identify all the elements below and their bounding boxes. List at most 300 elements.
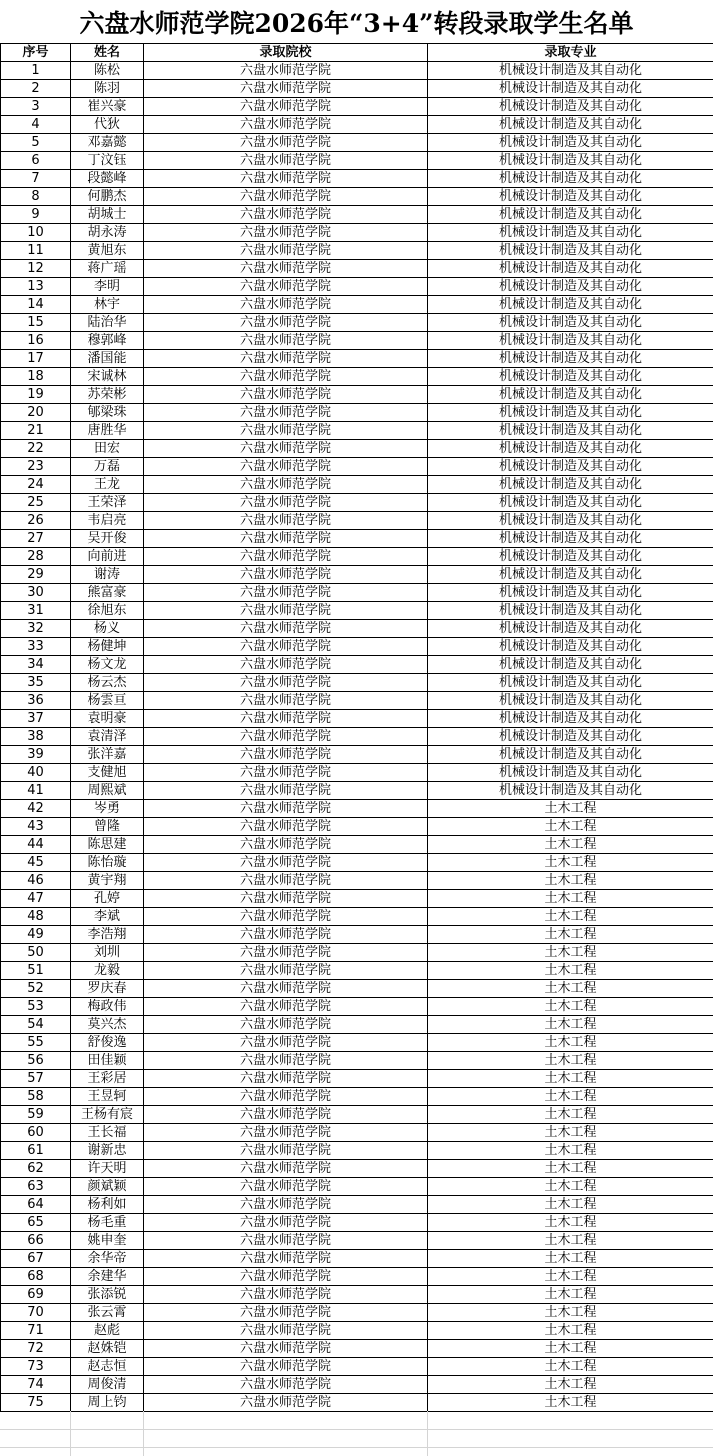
header-major: 录取专业	[428, 44, 713, 62]
cell-no: 73	[1, 1358, 71, 1376]
cell-major: 机械设计制造及其自动化	[428, 350, 713, 368]
cell-school: 六盘水师范学院	[144, 1286, 428, 1304]
gridline	[70, 1411, 71, 1456]
cell-name: 张洋嘉	[71, 746, 144, 764]
cell-school: 六盘水师范学院	[144, 296, 428, 314]
cell-no: 61	[1, 1142, 71, 1160]
cell-major: 机械设计制造及其自动化	[428, 170, 713, 188]
cell-school: 六盘水师范学院	[144, 1232, 428, 1250]
cell-no: 69	[1, 1286, 71, 1304]
table-row	[1, 476, 713, 494]
cell-no: 5	[1, 134, 71, 152]
table-row	[1, 1124, 713, 1142]
cell-major: 土木工程	[428, 890, 713, 908]
cell-name: 徐旭东	[71, 602, 144, 620]
table-row	[1, 908, 713, 926]
table-row	[1, 458, 713, 476]
cell-name: 丁汶钰	[71, 152, 144, 170]
table-row	[1, 800, 713, 818]
table-row	[1, 962, 713, 980]
table-row	[1, 440, 713, 458]
table-row	[1, 1160, 713, 1178]
cell-no: 63	[1, 1178, 71, 1196]
cell-name: 黄旭东	[71, 242, 144, 260]
cell-name: 许天明	[71, 1160, 144, 1178]
cell-name: 陈怡璇	[71, 854, 144, 872]
table-row	[1, 782, 713, 800]
cell-name: 杨雲亘	[71, 692, 144, 710]
cell-name: 王昱轲	[71, 1088, 144, 1106]
cell-name: 李明	[71, 278, 144, 296]
cell-major: 土木工程	[428, 1250, 713, 1268]
cell-name: 余建华	[71, 1268, 144, 1286]
cell-major: 土木工程	[428, 836, 713, 854]
cell-major: 机械设计制造及其自动化	[428, 224, 713, 242]
cell-name: 谢涛	[71, 566, 144, 584]
cell-major: 机械设计制造及其自动化	[428, 710, 713, 728]
cell-name: 苏荣彬	[71, 386, 144, 404]
cell-name: 陆治华	[71, 314, 144, 332]
cell-major: 机械设计制造及其自动化	[428, 530, 713, 548]
cell-school: 六盘水师范学院	[144, 422, 428, 440]
table-row	[1, 1106, 713, 1124]
table-row	[1, 944, 713, 962]
table-row	[1, 134, 713, 152]
table-row	[1, 1358, 713, 1376]
cell-no: 19	[1, 386, 71, 404]
cell-major: 机械设计制造及其自动化	[428, 674, 713, 692]
cell-name: 杨文龙	[71, 656, 144, 674]
gridline	[427, 1411, 428, 1456]
cell-major: 土木工程	[428, 962, 713, 980]
cell-major: 土木工程	[428, 1016, 713, 1034]
cell-school: 六盘水师范学院	[144, 1052, 428, 1070]
cell-name: 向前进	[71, 548, 144, 566]
cell-school: 六盘水师范学院	[144, 1070, 428, 1088]
cell-school: 六盘水师范学院	[144, 1250, 428, 1268]
cell-no: 41	[1, 782, 71, 800]
cell-school: 六盘水师范学院	[144, 1160, 428, 1178]
cell-name: 孔婷	[71, 890, 144, 908]
cell-major: 机械设计制造及其自动化	[428, 98, 713, 116]
cell-school: 六盘水师范学院	[144, 1322, 428, 1340]
cell-name: 蒋广瑶	[71, 260, 144, 278]
cell-no: 37	[1, 710, 71, 728]
cell-school: 六盘水师范学院	[144, 116, 428, 134]
cell-no: 64	[1, 1196, 71, 1214]
cell-name: 王龙	[71, 476, 144, 494]
cell-no: 57	[1, 1070, 71, 1088]
table-row	[1, 98, 713, 116]
cell-school: 六盘水师范学院	[144, 1142, 428, 1160]
cell-name: 姚申奎	[71, 1232, 144, 1250]
cell-no: 74	[1, 1376, 71, 1394]
table-row	[1, 1034, 713, 1052]
cell-no: 25	[1, 494, 71, 512]
gridline	[0, 1429, 713, 1430]
cell-major: 机械设计制造及其自动化	[428, 764, 713, 782]
cell-name: 韦启亮	[71, 512, 144, 530]
cell-no: 34	[1, 656, 71, 674]
cell-major: 土木工程	[428, 908, 713, 926]
cell-major: 土木工程	[428, 1232, 713, 1250]
cell-name: 岑勇	[71, 800, 144, 818]
cell-major: 机械设计制造及其自动化	[428, 548, 713, 566]
cell-school: 六盘水师范学院	[144, 692, 428, 710]
cell-school: 六盘水师范学院	[144, 944, 428, 962]
cell-school: 六盘水师范学院	[144, 1016, 428, 1034]
cell-major: 土木工程	[428, 800, 713, 818]
table-row	[1, 368, 713, 386]
cell-name: 田宏	[71, 440, 144, 458]
cell-major: 土木工程	[428, 872, 713, 890]
cell-name: 赵彪	[71, 1322, 144, 1340]
cell-no: 35	[1, 674, 71, 692]
cell-name: 赵姝铠	[71, 1340, 144, 1358]
table-row	[1, 314, 713, 332]
cell-major: 土木工程	[428, 1034, 713, 1052]
cell-name: 杨义	[71, 620, 144, 638]
cell-no: 29	[1, 566, 71, 584]
header-name: 姓名	[71, 44, 144, 62]
gridline	[143, 1411, 144, 1456]
cell-no: 23	[1, 458, 71, 476]
cell-school: 六盘水师范学院	[144, 998, 428, 1016]
cell-school: 六盘水师范学院	[144, 890, 428, 908]
table-row	[1, 494, 713, 512]
cell-name: 陈思建	[71, 836, 144, 854]
cell-no: 75	[1, 1394, 71, 1412]
table-row	[1, 1340, 713, 1358]
cell-no: 68	[1, 1268, 71, 1286]
cell-major: 土木工程	[428, 1322, 713, 1340]
cell-school: 六盘水师范学院	[144, 458, 428, 476]
cell-name: 吴开俊	[71, 530, 144, 548]
cell-school: 六盘水师范学院	[144, 404, 428, 422]
cell-name: 周上钧	[71, 1394, 144, 1412]
cell-no: 31	[1, 602, 71, 620]
cell-school: 六盘水师范学院	[144, 512, 428, 530]
cell-name: 宋诚林	[71, 368, 144, 386]
table-row	[1, 548, 713, 566]
cell-major: 土木工程	[428, 818, 713, 836]
cell-major: 土木工程	[428, 1178, 713, 1196]
cell-major: 机械设计制造及其自动化	[428, 116, 713, 134]
cell-school: 六盘水师范学院	[144, 332, 428, 350]
cell-major: 土木工程	[428, 1160, 713, 1178]
table-row	[1, 242, 713, 260]
cell-school: 六盘水师范学院	[144, 782, 428, 800]
cell-name: 黄宇翔	[71, 872, 144, 890]
table-row	[1, 1178, 713, 1196]
cell-school: 六盘水师范学院	[144, 494, 428, 512]
cell-no: 15	[1, 314, 71, 332]
cell-name: 田佳颖	[71, 1052, 144, 1070]
cell-name: 罗庆春	[71, 980, 144, 998]
cell-no: 7	[1, 170, 71, 188]
cell-school: 六盘水师范学院	[144, 926, 428, 944]
cell-no: 59	[1, 1106, 71, 1124]
table-row	[1, 1214, 713, 1232]
cell-no: 4	[1, 116, 71, 134]
cell-major: 土木工程	[428, 1376, 713, 1394]
table-row	[1, 620, 713, 638]
cell-major: 土木工程	[428, 1106, 713, 1124]
cell-no: 3	[1, 98, 71, 116]
cell-no: 26	[1, 512, 71, 530]
cell-name: 杨云杰	[71, 674, 144, 692]
cell-major: 机械设计制造及其自动化	[428, 134, 713, 152]
cell-no: 70	[1, 1304, 71, 1322]
page-title: 六盘水师范学院2026年“3+4”转段录取学生名单	[79, 8, 634, 38]
cell-name: 余华帝	[71, 1250, 144, 1268]
cell-major: 机械设计制造及其自动化	[428, 620, 713, 638]
cell-school: 六盘水师范学院	[144, 854, 428, 872]
cell-school: 六盘水师范学院	[144, 134, 428, 152]
cell-school: 六盘水师范学院	[144, 1394, 428, 1412]
table-row	[1, 1268, 713, 1286]
cell-school: 六盘水师范学院	[144, 818, 428, 836]
cell-school: 六盘水师范学院	[144, 1376, 428, 1394]
table-row	[1, 602, 713, 620]
cell-no: 48	[1, 908, 71, 926]
table-row	[1, 224, 713, 242]
table-row	[1, 1016, 713, 1034]
table-row	[1, 674, 713, 692]
table-row	[1, 404, 713, 422]
table-row	[1, 872, 713, 890]
cell-no: 14	[1, 296, 71, 314]
table-row	[1, 818, 713, 836]
cell-school: 六盘水师范学院	[144, 386, 428, 404]
table-row	[1, 764, 713, 782]
cell-school: 六盘水师范学院	[144, 188, 428, 206]
cell-school: 六盘水师范学院	[144, 872, 428, 890]
cell-no: 8	[1, 188, 71, 206]
cell-major: 机械设计制造及其自动化	[428, 332, 713, 350]
cell-no: 39	[1, 746, 71, 764]
table-row	[1, 710, 713, 728]
cell-name: 李浩翔	[71, 926, 144, 944]
cell-name: 张添锐	[71, 1286, 144, 1304]
cell-major: 机械设计制造及其自动化	[428, 512, 713, 530]
table-row	[1, 566, 713, 584]
cell-name: 李斌	[71, 908, 144, 926]
table-row	[1, 1070, 713, 1088]
cell-no: 52	[1, 980, 71, 998]
cell-major: 机械设计制造及其自动化	[428, 188, 713, 206]
cell-school: 六盘水师范学院	[144, 1088, 428, 1106]
table-row	[1, 854, 713, 872]
cell-name: 杨健坤	[71, 638, 144, 656]
cell-school: 六盘水师范学院	[144, 1304, 428, 1322]
cell-no: 2	[1, 80, 71, 98]
cell-no: 12	[1, 260, 71, 278]
cell-school: 六盘水师范学院	[144, 962, 428, 980]
table-row	[1, 1052, 713, 1070]
cell-major: 土木工程	[428, 1070, 713, 1088]
cell-major: 机械设计制造及其自动化	[428, 404, 713, 422]
cell-name: 舒俊逸	[71, 1034, 144, 1052]
cell-name: 刘圳	[71, 944, 144, 962]
cell-school: 六盘水师范学院	[144, 224, 428, 242]
cell-name: 陈羽	[71, 80, 144, 98]
cell-school: 六盘水师范学院	[144, 1340, 428, 1358]
table-row	[1, 998, 713, 1016]
cell-major: 土木工程	[428, 854, 713, 872]
cell-name: 熊富豪	[71, 584, 144, 602]
cell-name: 潘国能	[71, 350, 144, 368]
cell-school: 六盘水师范学院	[144, 1178, 428, 1196]
cell-no: 66	[1, 1232, 71, 1250]
cell-name: 段懿峰	[71, 170, 144, 188]
cell-no: 28	[1, 548, 71, 566]
table-row	[1, 1286, 713, 1304]
cell-school: 六盘水师范学院	[144, 314, 428, 332]
table-header-row	[1, 44, 713, 62]
cell-major: 机械设计制造及其自动化	[428, 692, 713, 710]
table-row	[1, 980, 713, 998]
cell-major: 机械设计制造及其自动化	[428, 782, 713, 800]
cell-school: 六盘水师范学院	[144, 1214, 428, 1232]
cell-no: 6	[1, 152, 71, 170]
cell-major: 机械设计制造及其自动化	[428, 152, 713, 170]
cell-school: 六盘水师范学院	[144, 566, 428, 584]
cell-no: 16	[1, 332, 71, 350]
table-row	[1, 1376, 713, 1394]
cell-major: 土木工程	[428, 1124, 713, 1142]
table-row	[1, 1394, 713, 1412]
cell-major: 机械设计制造及其自动化	[428, 476, 713, 494]
table-row	[1, 836, 713, 854]
cell-name: 代狄	[71, 116, 144, 134]
cell-no: 62	[1, 1160, 71, 1178]
cell-no: 67	[1, 1250, 71, 1268]
table-row	[1, 926, 713, 944]
cell-name: 万磊	[71, 458, 144, 476]
table-row	[1, 116, 713, 134]
cell-major: 机械设计制造及其自动化	[428, 242, 713, 260]
cell-name: 唐胜华	[71, 422, 144, 440]
cell-major: 机械设计制造及其自动化	[428, 314, 713, 332]
cell-name: 颜斌颖	[71, 1178, 144, 1196]
cell-name: 谢新忠	[71, 1142, 144, 1160]
cell-school: 六盘水师范学院	[144, 980, 428, 998]
cell-major: 土木工程	[428, 1052, 713, 1070]
header-no: 序号	[1, 44, 71, 62]
cell-major: 土木工程	[428, 1088, 713, 1106]
cell-school: 六盘水师范学院	[144, 674, 428, 692]
cell-name: 崔兴豪	[71, 98, 144, 116]
cell-no: 10	[1, 224, 71, 242]
table-row	[1, 188, 713, 206]
cell-major: 机械设计制造及其自动化	[428, 422, 713, 440]
cell-no: 42	[1, 800, 71, 818]
cell-no: 44	[1, 836, 71, 854]
cell-no: 58	[1, 1088, 71, 1106]
cell-name: 王杨有宸	[71, 1106, 144, 1124]
cell-school: 六盘水师范学院	[144, 368, 428, 386]
cell-name: 龙毅	[71, 962, 144, 980]
cell-major: 机械设计制造及其自动化	[428, 566, 713, 584]
cell-school: 六盘水师范学院	[144, 836, 428, 854]
cell-school: 六盘水师范学院	[144, 746, 428, 764]
cell-major: 机械设计制造及其自动化	[428, 602, 713, 620]
cell-no: 20	[1, 404, 71, 422]
table-row	[1, 1250, 713, 1268]
cell-no: 11	[1, 242, 71, 260]
cell-name: 穆郭峰	[71, 332, 144, 350]
cell-school: 六盘水师范学院	[144, 170, 428, 188]
cell-no: 56	[1, 1052, 71, 1070]
cell-school: 六盘水师范学院	[144, 530, 428, 548]
cell-no: 43	[1, 818, 71, 836]
cell-name: 袁明豪	[71, 710, 144, 728]
admission-table	[0, 43, 713, 1412]
table-row	[1, 584, 713, 602]
cell-name: 莫兴杰	[71, 1016, 144, 1034]
cell-school: 六盘水师范学院	[144, 278, 428, 296]
table-row	[1, 1196, 713, 1214]
cell-name: 王荣泽	[71, 494, 144, 512]
table-row	[1, 278, 713, 296]
cell-no: 65	[1, 1214, 71, 1232]
cell-no: 55	[1, 1034, 71, 1052]
cell-major: 土木工程	[428, 998, 713, 1016]
cell-school: 六盘水师范学院	[144, 206, 428, 224]
cell-name: 杨毛重	[71, 1214, 144, 1232]
table-row	[1, 638, 713, 656]
cell-school: 六盘水师范学院	[144, 1358, 428, 1376]
cell-no: 45	[1, 854, 71, 872]
cell-no: 30	[1, 584, 71, 602]
cell-major: 机械设计制造及其自动化	[428, 584, 713, 602]
cell-school: 六盘水师范学院	[144, 152, 428, 170]
table-row	[1, 1232, 713, 1250]
table-row	[1, 1304, 713, 1322]
cell-major: 机械设计制造及其自动化	[428, 386, 713, 404]
cell-name: 王彩居	[71, 1070, 144, 1088]
table-row	[1, 512, 713, 530]
cell-major: 土木工程	[428, 926, 713, 944]
cell-school: 六盘水师范学院	[144, 1268, 428, 1286]
cell-name: 梅政伟	[71, 998, 144, 1016]
cell-name: 何鹏杰	[71, 188, 144, 206]
cell-no: 47	[1, 890, 71, 908]
table-row	[1, 422, 713, 440]
table-row	[1, 170, 713, 188]
table-row	[1, 1142, 713, 1160]
cell-school: 六盘水师范学院	[144, 548, 428, 566]
cell-school: 六盘水师范学院	[144, 1034, 428, 1052]
cell-major: 机械设计制造及其自动化	[428, 80, 713, 98]
cell-school: 六盘水师范学院	[144, 656, 428, 674]
table-row	[1, 692, 713, 710]
cell-school: 六盘水师范学院	[144, 764, 428, 782]
cell-major: 机械设计制造及其自动化	[428, 728, 713, 746]
cell-no: 24	[1, 476, 71, 494]
cell-no: 46	[1, 872, 71, 890]
cell-school: 六盘水师范学院	[144, 476, 428, 494]
cell-name: 邓嘉懿	[71, 134, 144, 152]
table-row	[1, 206, 713, 224]
cell-no: 51	[1, 962, 71, 980]
cell-no: 27	[1, 530, 71, 548]
table-row	[1, 656, 713, 674]
cell-school: 六盘水师范学院	[144, 98, 428, 116]
cell-school: 六盘水师范学院	[144, 350, 428, 368]
cell-major: 土木工程	[428, 1142, 713, 1160]
